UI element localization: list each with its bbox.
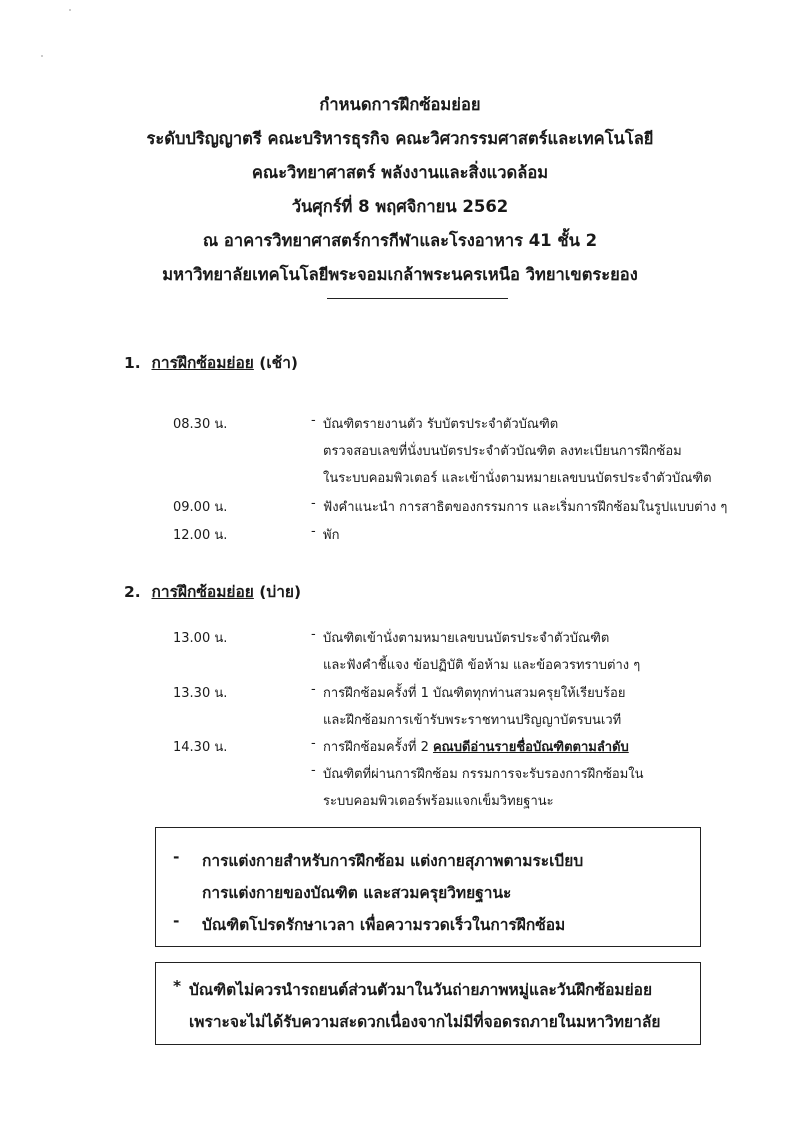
schedule-time: 13.30 น. [173,686,228,701]
schedule-text: บัณฑิตรายงานตัว รับบัตรประจำตัวบัณฑิต [323,417,559,432]
dress-code-box [155,827,701,947]
section-suffix: (เช้า) [259,354,298,372]
box-text: เพราะจะไม่ได้รับความสะดวกเนื่องจากไม่มีที่จอดรถภายในมหาวิทยาลัย [189,1013,661,1031]
schedule-row [0,467,800,495]
bullet-dash: - [311,627,316,642]
schedule-time: 09.00 น. [173,500,228,515]
bullet-dash: - [311,736,316,751]
schedule-text: การฝึกซ้อมครั้งที่ 1 บัณฑิตทุกท่านสวมครุยให้เรียบร้อย [323,686,626,701]
title-line: คณะวิทยาศาสตร์ พลังงานและสิ่งแวดล้อม [251,163,549,182]
schedule-row [0,763,800,791]
box-text: การแต่งกายของบัณฑิต และสวมครุยวิทยฐานะ [202,884,512,902]
section-heading-afternoon [124,579,301,604]
schedule-text: ระบบคอมพิวเตอร์พร้อมแจกเข็มวิทยฐานะ [323,794,554,809]
title-divider [327,298,508,299]
schedule-row [0,627,800,655]
box-text: บัณฑิตโปรดรักษาเวลา เพื่อความรวดเร็วในการฝึกซ้อม [202,916,566,934]
schedule-text-underlined: คณบดีอ่านรายชื่อบัณฑิตตามลำดับ [432,740,629,755]
section-suffix: (บ่าย) [259,583,302,601]
schedule-row [0,413,800,441]
schedule-text: ฟังคำแนะนำ การสาธิตของกรรมการ และเริ่มการฝึกซ้อมในรูปแบบต่าง ๆ [323,500,728,515]
schedule-row [0,709,800,737]
schedule-row [0,524,800,552]
bullet-dash: - [311,682,316,697]
schedule-text: บัณฑิตเข้านั่งตามหมายเลขบนบัตรประจำตัวบัณฑิต [323,631,610,646]
title-line: กำหนดการฝึกซ้อมย่อย [319,95,481,114]
schedule-text: และฟังคำชี้แจง ข้อปฏิบัติ ข้อห้าม และข้อควรทราบต่าง ๆ [323,658,641,673]
box-text: บัณฑิตไม่ควรนำรถยนต์ส่วนตัวมาในวันถ่ายภาพหมู่และวันฝึกซ้อมย่อย [189,981,653,999]
bullet-dash: - [311,413,316,428]
schedule-row [0,440,800,468]
schedule-time: 14.30 น. [173,740,228,755]
schedule-text: พัก [323,528,340,543]
title-line: มหาวิทยาลัยเทคโนโลยีพระจอมเกล้าพระนครเหนือ วิทยาเขตระยอง [162,265,638,284]
schedule-row [0,654,800,682]
title-line: ระดับปริญญาตรี คณะบริหารธุรกิจ คณะวิศวกรรมศาสตร์และเทคโนโลยี [146,129,654,148]
section-heading-morning [124,350,298,375]
section-title: การฝึกซ้อมย่อย [151,583,254,601]
schedule-time: 13.00 น. [173,631,228,646]
document-title [0,88,800,292]
schedule-row [0,736,800,764]
bullet-dash: - [311,763,316,778]
schedule-text: บัณฑิตที่ผ่านการฝึกซ้อม กรรมการจะรับรองการฝึกซ้อมใน [323,767,644,782]
schedule-text: และฝึกซ้อมการเข้ารับพระราชทานปริญญาบัตรบนเวที [323,713,622,728]
section-number: 2. [124,583,141,601]
bullet-dash: - [173,848,180,866]
bullet-dash: - [311,496,316,511]
schedule-text: ตรวจสอบเลขที่นั่งบนบัตรประจำตัวบัณฑิต ลงทะเบียนการฝึกซ้อม [323,444,682,459]
parking-notice-box [155,962,701,1045]
asterisk-marker: * [173,977,182,995]
schedule-row [0,790,800,818]
schedule-text-lead: การฝึกซ้อมครั้งที่ 2 [323,740,433,755]
scan-speck [69,9,71,11]
box-text: การแต่งกายสำหรับการฝึกซ้อม แต่งกายสุภาพตามระเบียบ [202,852,584,870]
schedule-row [0,682,800,710]
section-title: การฝึกซ้อมย่อย [151,354,254,372]
schedule-text [323,736,629,757]
title-line: ณ อาคารวิทยาศาสตร์การกีฬาและโรงอาหาร 41 ชั้น 2 [202,231,598,250]
schedule-row [0,496,800,524]
schedule-time: 08.30 น. [173,417,228,432]
schedule-time: 12.00 น. [173,528,228,543]
section-number: 1. [124,354,141,372]
title-line: วันศุกร์ที่ 8 พฤศจิกายน 2562 [291,197,509,216]
bullet-dash: - [311,524,316,539]
schedule-text: ในระบบคอมพิวเตอร์ และเข้านั่งตามหมายเลขบนบัตรประจำตัวบัณฑิต [323,471,712,486]
scan-speck [41,55,43,57]
bullet-dash: - [173,912,180,930]
